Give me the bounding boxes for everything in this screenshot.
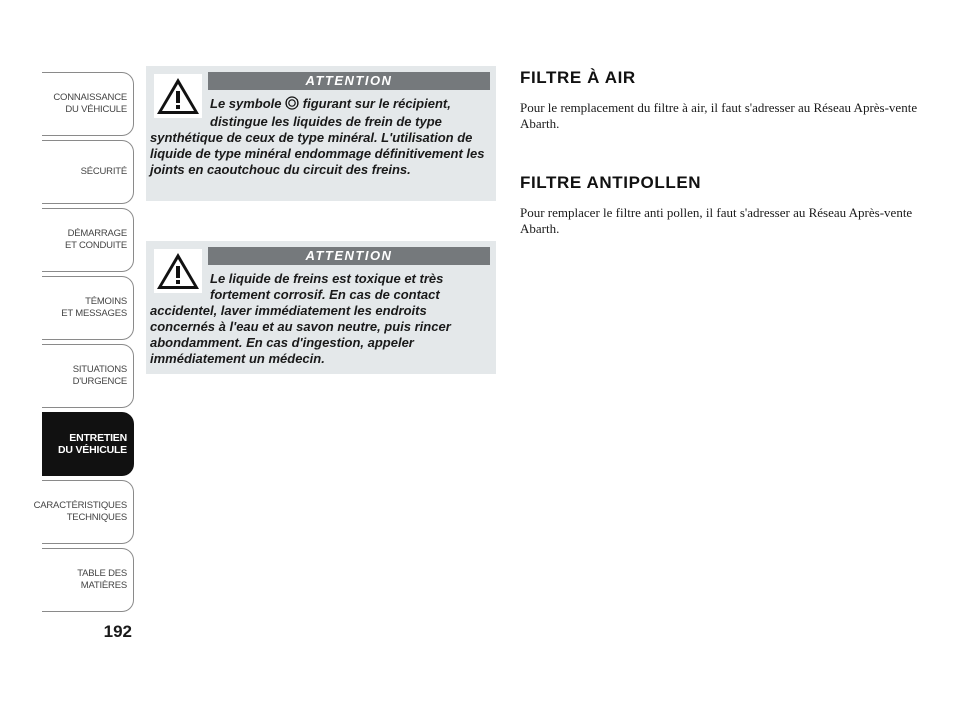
section-title: FILTRE ANTIPOLLEN [520,173,702,192]
warning-text: Le liquide de freins est toxique et très fortement corrosif. En cas de contact accidentel, laver immédiatement les endroits concernés à l'eau et au savon neutre, puis rincer abondamment. En cas d'ingestion, appeler immédiatement un médecin. [150,271,451,366]
tab-label: DÉMARRAGE ET CONDUITE [64,228,127,251]
tab-label: SÉCURITÉ [80,166,127,177]
brake-fluid-symbol-icon [285,96,299,114]
warning-triangle-icon [154,249,202,293]
warning-triangle-icon [154,74,202,118]
tab-securite[interactable] [42,140,134,204]
tab-label: TABLE DES MATIÈRES [77,568,127,591]
tab-label: CONNAISSANCE DU VÉHICULE [53,92,127,115]
warning-heading: ATTENTION [208,247,490,265]
tab-demarrage-et-conduite[interactable] [42,208,134,272]
tab-caracteristiques-techniques[interactable] [33,480,134,544]
tab-entretien-du-vehicule[interactable] [42,412,134,476]
warning-text-start: Le symbole [210,96,286,111]
tab-label: ENTRETIEN DU VÉHICULE [58,432,127,456]
warning-heading: ATTENTION [208,72,490,90]
tab-label: SITUATIONS D'URGENCE [72,364,127,387]
section-filtre-antipollen [520,173,920,237]
tab-connaissance-du-vehicule[interactable] [42,72,134,136]
chapter-tabs [33,72,134,616]
section-filtre-a-air [520,68,920,132]
warning-box-brake-fluid-type [146,66,496,201]
tab-label: TÉMOINS ET MESSAGES [61,296,127,319]
tab-label: CARACTÉRISTIQUES TECHNIQUES [33,500,127,523]
section-body: Pour remplacer le filtre anti pollen, il faut s'adresser au Réseau Après-vente Abarth. [520,205,913,236]
section-title: FILTRE À AIR [520,68,636,87]
warning-box-brake-fluid-toxic [146,241,496,374]
page-number: 192 [103,622,132,641]
warning-text-end: figurant sur le récipient, distingue les liquides de frein de type synthétique de ceux de type minéral. L'utilisation de liquide de type minéral endommage définitivement les joints en caoutchouc du circuit des freins. [150,96,485,177]
tab-temoins-et-messages[interactable] [42,276,134,340]
tab-situations-d-urgence[interactable] [42,344,134,408]
tab-table-des-matieres[interactable] [42,548,134,612]
section-body: Pour le remplacement du filtre à air, il faut s'adresser au Réseau Après-vente Abarth. [520,100,918,131]
